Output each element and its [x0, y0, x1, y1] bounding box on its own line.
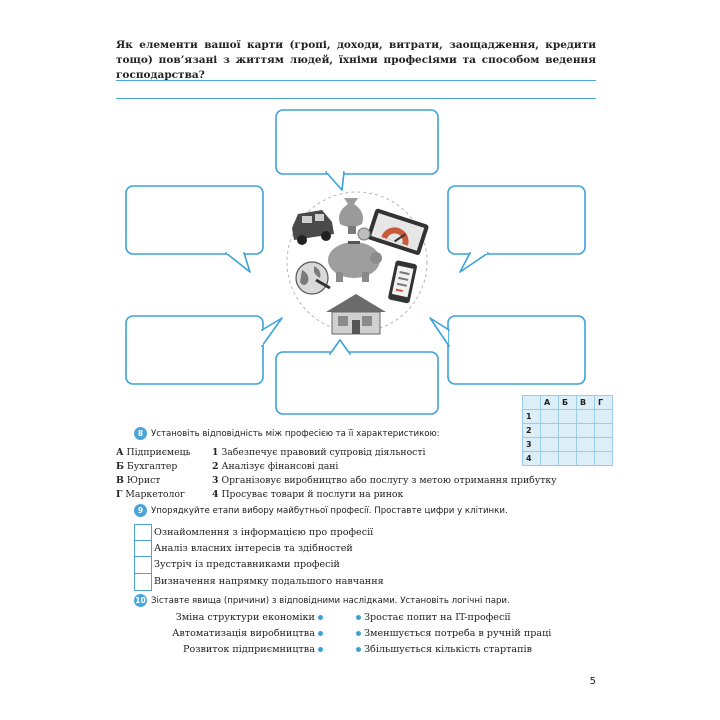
task10-badge: 10: [135, 596, 146, 605]
grid-row-header: 2: [523, 424, 541, 438]
grid-cell[interactable]: [541, 452, 559, 466]
task8-row: Г Маркетолог: [116, 489, 185, 500]
step-number-box[interactable]: [134, 573, 152, 591]
grid-cell[interactable]: [541, 438, 559, 452]
task8-header: [134, 427, 440, 440]
cause-dot[interactable]: [318, 615, 323, 620]
effect-item: Зменшується потреба в ручній праці: [356, 628, 551, 639]
answer-grid[interactable]: [522, 395, 613, 466]
car-icon: [292, 210, 334, 245]
task10-instruction: Зіставте явища (причини) з відповідними наслідками. Установіть логічні пари.: [151, 596, 510, 606]
effect-item: Збільшується кількість стартапів: [356, 644, 532, 655]
task8-badge: 8: [134, 427, 147, 440]
grid-corner: [523, 396, 541, 410]
task8-row: Б Бухгалтер: [116, 461, 178, 472]
cause-item: Зміна структури економіки: [176, 612, 323, 623]
task8-row: А Підприємець: [116, 447, 191, 458]
grid-cell[interactable]: [595, 438, 613, 452]
grid-cell[interactable]: [577, 424, 595, 438]
grid-cell[interactable]: [559, 438, 577, 452]
grid-cell[interactable]: [577, 452, 595, 466]
grid-row-header: 1: [523, 410, 541, 424]
callout-right-top[interactable]: [448, 186, 585, 272]
effect-dot[interactable]: [356, 615, 361, 620]
task9-instruction: Упорядкуйте етапи вибору майбутньої професії. Проставте цифри у клітинки.: [151, 506, 508, 516]
money-bag-icon: [339, 198, 363, 234]
step-text: Визначення напрямку подальшого навчання: [154, 576, 384, 587]
callout-left-top[interactable]: [126, 186, 263, 272]
callout-top[interactable]: [276, 110, 438, 190]
house-icon: [326, 294, 386, 334]
grid-cell[interactable]: [559, 410, 577, 424]
step-text: Аналіз власних інтересів та здібностей: [154, 543, 353, 554]
task8-desc: 1 Забезпечує правовий супровід діяльності: [212, 447, 426, 458]
grid-row-header: 3: [523, 438, 541, 452]
cause-item: Розвиток підприємництва: [183, 644, 323, 655]
grid-cell[interactable]: [577, 410, 595, 424]
grid-cell[interactable]: [595, 452, 613, 466]
task8-desc: 2 Аналізує фінансові дані: [212, 461, 339, 472]
grid-cell[interactable]: [559, 424, 577, 438]
phone-list-icon: [388, 260, 418, 304]
grid-cell[interactable]: [541, 424, 559, 438]
task9-header: [134, 504, 508, 517]
callout-right-bottom[interactable]: [430, 316, 585, 384]
grid-cell[interactable]: [595, 424, 613, 438]
grid-col-header: А: [541, 396, 559, 410]
effect-dot[interactable]: [356, 631, 361, 636]
cause-dot[interactable]: [318, 647, 323, 652]
step-text: Ознайомлення з інформацією про професії: [154, 527, 374, 538]
task8-row: В Юрист: [116, 475, 161, 486]
step-text: Зустріч із представниками професій: [154, 559, 340, 570]
step-number-box[interactable]: [134, 556, 152, 574]
cause-item: Автоматизація виробництва: [172, 628, 323, 639]
question-text: Як елементи вашої карти (гропі, доходи, витрати, заощадження, кредити тощо) пов’язані з життям людей, їхніми професіями та способом ведення господарства?: [116, 39, 596, 81]
page-number: 5: [589, 676, 596, 687]
task8-instruction: Установіть відповідність між професією та її характеристикою:: [151, 429, 440, 439]
globe-icon: [296, 262, 330, 294]
effect-item: Зростає попит на IT-професії: [356, 612, 510, 623]
grid-cell[interactable]: [595, 410, 613, 424]
task9-badge: 9: [134, 504, 147, 517]
grid-col-header: Г: [595, 396, 613, 410]
grid-col-header: Б: [559, 396, 577, 410]
task8-desc: 3 Організовує виробництво або послугу з метою отримання прибутку: [212, 475, 557, 486]
cause-dot[interactable]: [318, 631, 323, 636]
callout-bottom[interactable]: [276, 340, 438, 414]
grid-row-header: 4: [523, 452, 541, 466]
task10-header: [134, 594, 510, 607]
grid-cell[interactable]: [559, 452, 577, 466]
grid-cell[interactable]: [541, 410, 559, 424]
grid-col-header: В: [577, 396, 595, 410]
effect-dot[interactable]: [356, 647, 361, 652]
task8-desc: 4 Просуває товари й послуги на ринок: [212, 489, 404, 500]
tablet-chart-icon: [366, 208, 429, 256]
grid-cell[interactable]: [577, 438, 595, 452]
callout-left-bottom[interactable]: [126, 316, 282, 384]
